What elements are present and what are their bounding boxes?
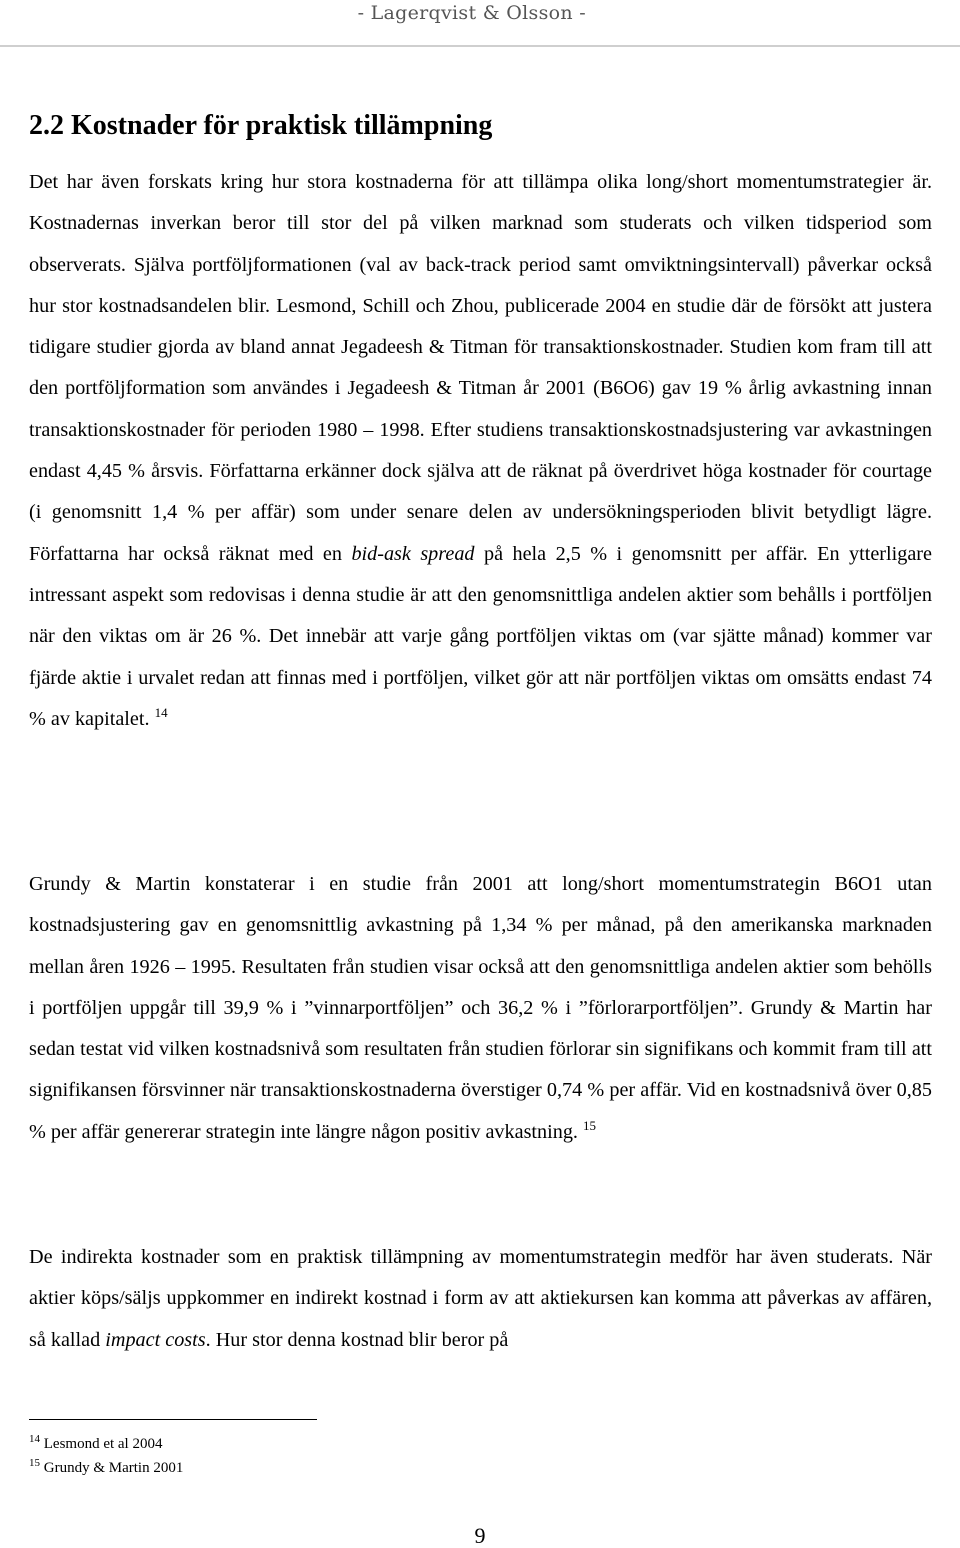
footnote-ref-14[interactable]: 14	[154, 704, 168, 720]
paragraph-text: Grundy & Martin konstaterar i en studie från 2001 att long/short momentumstrategin B6O1 utan kostnadsjustering gav en genomsnittlig avkastning på 1,34 % per månad, på den amerikanska marknaden mellan åren 1926 – 1995. Resultaten från studien visar också att den genomsnittliga andelen aktier som behölls i portföljen uppgår till 39,9 % i ”vinnarportföljen” och 36,2 % i ”förlorarportföljen”. Grundy & Martin har sedan testat vid vilken kostnadsnivå som resultaten från studien förlorar sin signifikans och kommit fram till att signifikansen försvinner när transaktionskostnaderna överstiger 0,74 % per affär. Vid en kostnadsnivå över 0,85 % per affär genererar strategin inte längre någon positiv avkastning.	[29, 873, 932, 1143]
section-title: 2.2 Kostnader för praktisk tillämpning	[29, 110, 493, 141]
paragraph-costs-lesmond	[29, 162, 932, 740]
footnote-14	[29, 1434, 162, 1454]
italic-term-bid-ask-spread: bid-ask spread	[351, 542, 475, 565]
footnote-text: Grundy & Martin 2001	[43, 1460, 184, 1476]
paragraph-indirect-costs	[29, 1237, 932, 1361]
footnote-number: 15	[29, 1457, 40, 1469]
footnote-divider	[29, 1419, 317, 1420]
footnote-ref-15[interactable]: 15	[583, 1117, 597, 1133]
page-number: 9	[474, 1523, 486, 1548]
paragraph-text: . Hur stor denna kostnad blir beror på	[205, 1328, 509, 1351]
italic-term-impact-costs: impact costs	[105, 1328, 206, 1351]
paragraph-grundy-martin	[29, 864, 932, 1153]
paragraph-text: Det har även forskats kring hur stora kostnaderna för att tillämpa olika long/short momentumstrategier är. Kostnadernas inverkan beror till stor del på vilken marknad som studerats och vilken tidsperiod som observerats. Själva portföljformationen (val av back-track period samt omviktningsintervall) påverkar också hur stor kostnadsandelen blir. Lesmond, Schill och Zhou, publicerade 2004 en studie där de försökt att justera tidigare studier gjorda av bland annat Jegadeesh & Titman för transaktionskostnader. Studien kom fram till att den portföljformation som användes i Jegadeesh & Titman år 2001 (B6O6) gav 19 % årlig avkastning innan transaktionskostnader för perioden 1980 – 1998. Efter studiens transaktionskostnadsjustering var avkastningen endast 4,45 % årsvis. Författarna erkänner dock själva att de räknat på överdrivet höga kostnader för courtage (i genomsnitt 1,4 % per affär) som under senare delen av undersökningsperioden blivit betydligt lägre. Författarna har också räknat med en	[29, 171, 932, 565]
paragraph-text: De indirekta kostnader som en praktisk tillämpning av momentumstrategin medför har även studerats. När aktier köps/säljs uppkommer en indirekt kostnad i form av att aktiekursen kan komma att påverkas av affären, så kallad	[29, 1246, 932, 1351]
paragraph-text: på hela 2,5 % i genomsnitt per affär. En ytterligare intressant aspekt som redovisas i denna studie är att den genomsnittliga andelen aktier som behålls i portföljen när den viktas om är 26 %. Det innebär att varje gång portföljen viktas om (var sjätte månad) kommer var fjärde aktie i urvalet redan att finnas med i portföljen, vilket gör att när portföljen viktas om omsätts endast 74 % av kapitalet.	[29, 542, 932, 730]
footnote-15	[29, 1458, 183, 1478]
header-divider	[0, 45, 960, 47]
running-header: - Lagerqvist & Olsson -	[357, 2, 586, 24]
footnote-text: Lesmond et al 2004	[43, 1436, 163, 1452]
footnote-number: 14	[29, 1433, 40, 1445]
